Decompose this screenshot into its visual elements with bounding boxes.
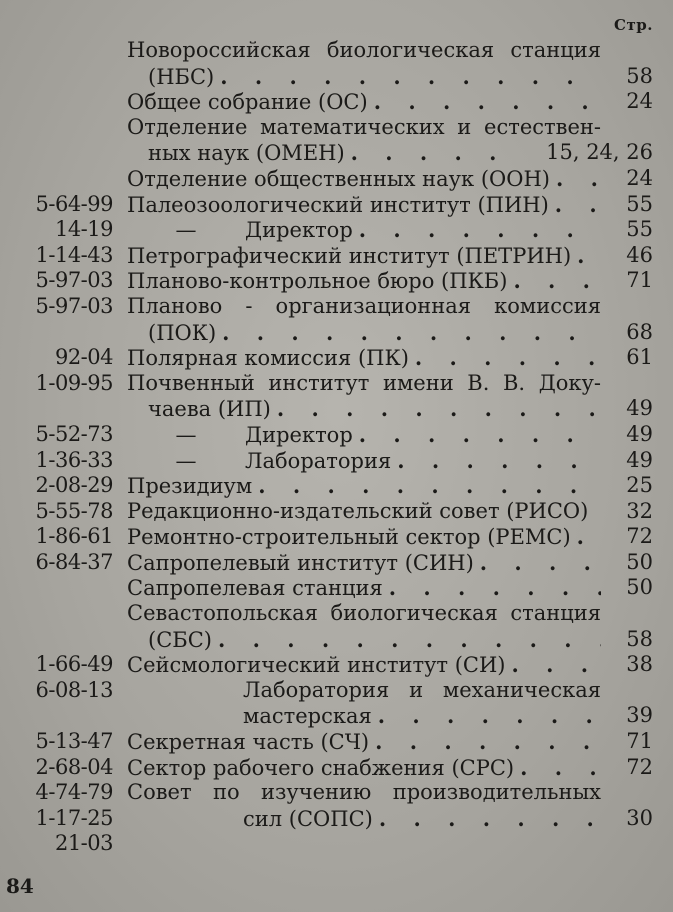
phone-number: 21-03 bbox=[54, 831, 113, 856]
repeat-dash: — bbox=[175, 422, 197, 447]
page-reference: 24 bbox=[626, 165, 653, 190]
page-reference: 15, 24, 26 bbox=[546, 140, 653, 165]
dot-leader bbox=[222, 320, 601, 346]
entry-title: сил (СОПС) bbox=[243, 806, 373, 831]
index-entry bbox=[0, 422, 673, 448]
page-reference: 49 bbox=[626, 396, 653, 421]
entry-title: Президиум bbox=[127, 474, 253, 499]
entry-title: Новороссийская биологическая станция bbox=[127, 38, 601, 62]
entry-title: (ПОК) bbox=[148, 320, 217, 345]
dot-leader bbox=[277, 396, 601, 422]
dot-leader bbox=[520, 755, 601, 781]
phone-number: 6-08-13 bbox=[35, 677, 113, 702]
index-entry bbox=[0, 140, 673, 166]
page-reference: 49 bbox=[626, 421, 653, 446]
index-entry bbox=[0, 396, 673, 422]
page-reference: 49 bbox=[626, 447, 653, 472]
page-reference: 38 bbox=[626, 652, 653, 677]
phone-number: 5-97-03 bbox=[35, 293, 113, 318]
dot-leader bbox=[375, 729, 601, 755]
entry-title: (НБС) bbox=[148, 64, 215, 89]
entry-title: Планово - организационная комиссия bbox=[127, 293, 601, 318]
dot-leader bbox=[555, 192, 601, 218]
page-reference: 61 bbox=[626, 345, 653, 370]
phone-number: 2-68-04 bbox=[35, 754, 113, 779]
entry-title: Севастопольская биологическая станция bbox=[127, 601, 601, 626]
dot-leader bbox=[359, 422, 601, 448]
index-entry bbox=[0, 166, 673, 192]
entry-title: Почвенный институт имени В. В. Доку- bbox=[127, 370, 601, 395]
dot-leader bbox=[359, 217, 601, 243]
entry-title: Редакционно-издательский совет (РИСО) bbox=[127, 498, 589, 523]
entry-title: Совет по изучению производительных bbox=[127, 780, 601, 805]
dot-leader bbox=[389, 575, 601, 601]
dot-leader bbox=[480, 550, 601, 576]
entry-subtitle: Лаборатория bbox=[245, 448, 392, 473]
phone-number: 5-64-99 bbox=[35, 191, 113, 216]
dot-leader bbox=[351, 140, 523, 166]
index-entry bbox=[0, 294, 673, 320]
phone-number: 1-66-49 bbox=[35, 652, 113, 677]
phone-number: 5-97-03 bbox=[35, 268, 113, 293]
entry-title: Секретная часть (СЧ) bbox=[127, 730, 370, 755]
index-entry bbox=[0, 601, 673, 627]
page-reference: 39 bbox=[626, 703, 653, 728]
index-entry bbox=[0, 575, 673, 601]
index-entry bbox=[0, 806, 673, 832]
index-entry bbox=[0, 448, 673, 474]
phone-number: 5-52-73 bbox=[35, 421, 113, 446]
dot-leader bbox=[374, 89, 601, 115]
phone-number: 2-08-29 bbox=[35, 473, 113, 498]
phone-number: 92-04 bbox=[54, 345, 113, 370]
index-entry bbox=[0, 64, 673, 90]
page-reference: 68 bbox=[626, 319, 653, 344]
repeat-dash: — bbox=[175, 218, 197, 243]
entry-title: Общее собрание (ОС) bbox=[127, 90, 368, 115]
index-entry bbox=[0, 473, 673, 499]
index-entry bbox=[0, 345, 673, 371]
entry-title: Сейсмологический институт (СИ) bbox=[127, 653, 506, 678]
index-entry bbox=[0, 243, 673, 269]
index-entry bbox=[0, 38, 673, 64]
index-entry bbox=[0, 115, 673, 141]
entry-title: Ремонтно-строительный сектор (РЕМС) bbox=[127, 525, 571, 550]
dot-leader bbox=[258, 473, 601, 499]
entry-title: Сапропелевый институт (СИН) bbox=[127, 550, 474, 575]
index-entry bbox=[0, 320, 673, 346]
page-reference: 50 bbox=[626, 575, 653, 600]
dot-leader bbox=[556, 166, 601, 192]
index-entry bbox=[0, 371, 673, 397]
index-entry bbox=[0, 550, 673, 576]
index-entry bbox=[0, 678, 673, 704]
phone-number: 4-74-79 bbox=[35, 780, 113, 805]
dot-leader bbox=[397, 448, 601, 474]
entry-subtitle: Директор bbox=[245, 422, 353, 447]
phone-number: 1-09-95 bbox=[35, 370, 113, 395]
page-reference: 71 bbox=[626, 729, 653, 754]
index-entry bbox=[0, 652, 673, 678]
page-reference: 55 bbox=[626, 191, 653, 216]
dot-leader bbox=[511, 652, 601, 678]
entry-title: (СБС) bbox=[148, 627, 212, 652]
repeat-dash: — bbox=[175, 448, 197, 473]
page-reference: 58 bbox=[626, 626, 653, 651]
page-reference: 25 bbox=[626, 473, 653, 498]
entry-title: Палеозоологический институт (ПИН) bbox=[127, 192, 549, 217]
entry-subtitle: Директор bbox=[245, 218, 353, 243]
page-reference: 24 bbox=[626, 89, 653, 114]
index-entry bbox=[0, 831, 673, 857]
index-list bbox=[0, 38, 673, 857]
phone-number: 1-14-43 bbox=[35, 242, 113, 267]
index-entry bbox=[0, 780, 673, 806]
phone-number: 14-19 bbox=[54, 217, 113, 242]
page-column-header: Стр. bbox=[614, 16, 653, 34]
phone-number: 5-13-47 bbox=[35, 729, 113, 754]
index-entry bbox=[0, 499, 673, 525]
page-reference: 72 bbox=[626, 524, 653, 549]
page-reference: 32 bbox=[626, 498, 653, 523]
dot-leader bbox=[218, 627, 601, 653]
entry-title: Отделение общественных наук (ООН) bbox=[127, 166, 550, 191]
phone-number: 5-55-78 bbox=[35, 498, 113, 523]
index-entry bbox=[0, 703, 673, 729]
dot-leader bbox=[378, 703, 601, 729]
page-reference: 55 bbox=[626, 217, 653, 242]
page-reference: 30 bbox=[626, 805, 653, 830]
phone-number: 1-86-61 bbox=[35, 524, 113, 549]
page-reference: 72 bbox=[626, 754, 653, 779]
page-reference: 71 bbox=[626, 268, 653, 293]
entry-title: Полярная комиссия (ПК) bbox=[127, 346, 409, 371]
phone-number: 1-36-33 bbox=[35, 447, 113, 472]
page-reference: 50 bbox=[626, 549, 653, 574]
page-reference: 58 bbox=[626, 63, 653, 88]
index-entry bbox=[0, 89, 673, 115]
dot-leader bbox=[415, 345, 601, 371]
index-entry bbox=[0, 192, 673, 218]
dot-leader bbox=[379, 806, 601, 832]
index-entry bbox=[0, 268, 673, 294]
dot-leader bbox=[577, 243, 601, 269]
page-number: 84 bbox=[6, 874, 34, 898]
index-entry bbox=[0, 755, 673, 781]
index-entry bbox=[0, 729, 673, 755]
page-reference: 46 bbox=[626, 242, 653, 267]
entry-title: Лаборатория и механическая bbox=[243, 677, 601, 702]
entry-title: Сапропелевая станция bbox=[127, 576, 383, 601]
index-entry bbox=[0, 217, 673, 243]
index-entry bbox=[0, 524, 673, 550]
entry-title: Отделение математических и естествен- bbox=[127, 114, 601, 139]
dot-leader bbox=[513, 268, 601, 294]
dot-leader bbox=[577, 524, 601, 550]
entry-title: чаева (ИП) bbox=[148, 397, 271, 422]
dot-leader bbox=[220, 64, 601, 90]
entry-title: Сектор рабочего снабжения (СРС) bbox=[127, 755, 515, 780]
entry-title: ных наук (ОМЕН) bbox=[148, 141, 345, 166]
entry-title: Планово-контрольное бюро (ПКБ) bbox=[127, 269, 508, 294]
phone-number: 6-84-37 bbox=[35, 549, 113, 574]
index-entry bbox=[0, 627, 673, 653]
entry-title: мастерская bbox=[243, 704, 372, 729]
phone-number: 1-17-25 bbox=[35, 805, 113, 830]
entry-title: Петрографический институт (ПЕТРИН) bbox=[127, 243, 572, 268]
